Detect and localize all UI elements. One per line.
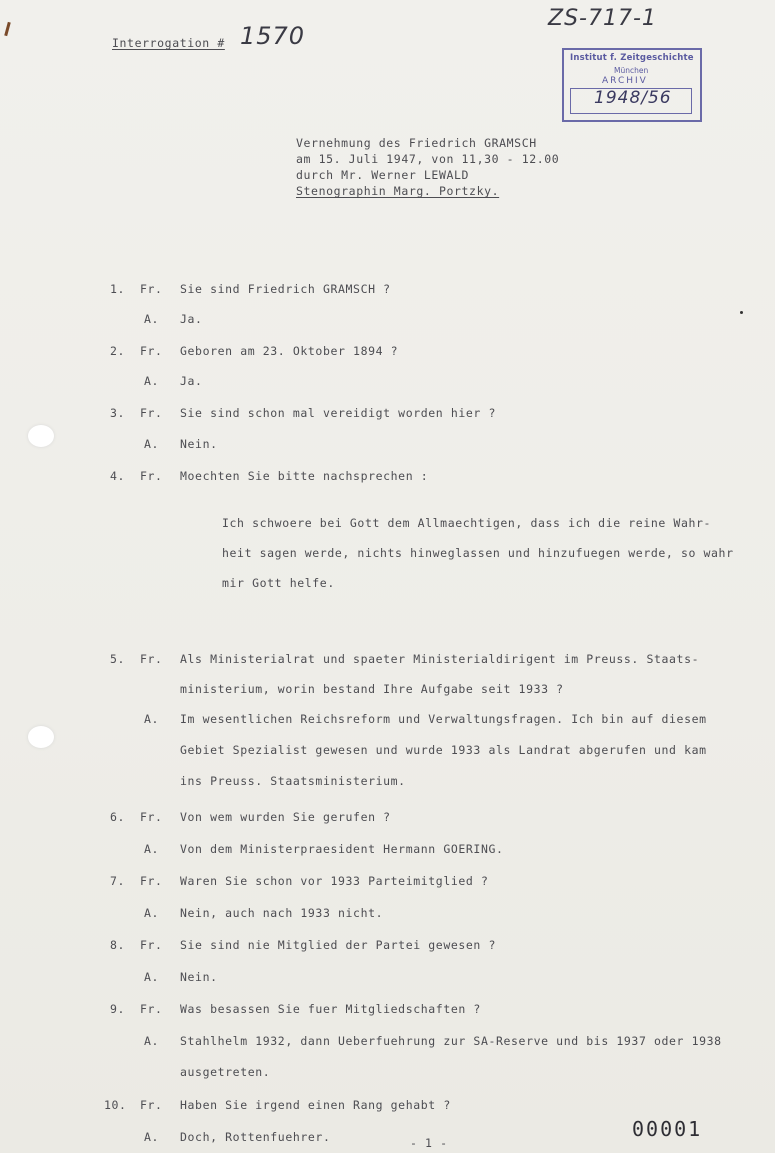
question-number: 3. <box>110 406 126 420</box>
question-text: Sie sind Friedrich GRAMSCH ? <box>180 282 391 296</box>
question-text: Was besassen Sie fuer Mitgliedschaften ? <box>180 1002 481 1016</box>
question-number: 8. <box>110 938 126 952</box>
answer-text: ausgetreten. <box>180 1065 271 1079</box>
question-tag: Fr. <box>140 406 163 420</box>
question-tag: Fr. <box>140 469 163 483</box>
question-tag: Fr. <box>140 1002 163 1016</box>
question-text: Sie sind nie Mitglied der Partei gewesen ? <box>180 938 496 952</box>
answer-text: ins Preuss. Staatsministerium. <box>180 774 406 788</box>
question-tag: Fr. <box>140 874 163 888</box>
question-text: Waren Sie schon vor 1933 Parteimitglied ? <box>180 874 489 888</box>
question-text: ministerium, worin bestand Ihre Aufgabe seit 1933 ? <box>180 682 564 696</box>
question-number: 10. <box>104 1098 127 1112</box>
stamp-archive: ARCHIV <box>602 76 648 86</box>
answer-tag: A. <box>144 842 160 856</box>
interrogation-number: 1570 <box>240 22 306 50</box>
answer-tag: A. <box>144 312 160 326</box>
answer-text: Ja. <box>180 312 203 326</box>
answer-text: Ja. <box>180 374 203 388</box>
oath-text: mir Gott helfe. <box>222 576 335 590</box>
title-line-2: am 15. Juli 1947, von 11,30 - 12.00 <box>296 152 560 166</box>
punch-hole-top <box>28 425 54 447</box>
question-tag: Fr. <box>140 282 163 296</box>
answer-tag: A. <box>144 712 160 726</box>
answer-tag: A. <box>144 970 160 984</box>
question-number: 6. <box>110 810 126 824</box>
answer-text: Nein. <box>180 437 218 451</box>
title-line-3: durch Mr. Werner LEWALD <box>296 168 470 182</box>
corner-mark <box>4 22 11 36</box>
answer-tag: A. <box>144 1130 160 1144</box>
question-number: 4. <box>110 469 126 483</box>
question-text: Von wem wurden Sie gerufen ? <box>180 810 391 824</box>
interrogation-label: Interrogation # <box>112 36 225 50</box>
stamp-institute: Institut f. Zeitgeschichte <box>570 53 694 63</box>
question-number: 5. <box>110 652 126 666</box>
question-text: Moechten Sie bitte nachsprechen : <box>180 469 429 483</box>
punch-hole-bottom <box>28 726 54 748</box>
answer-tag: A. <box>144 374 160 388</box>
speck-mark <box>740 311 743 314</box>
oath-text: heit sagen werde, nichts hinweglassen und hinzufuegen werde, so wahr <box>222 546 734 560</box>
question-text: Haben Sie irgend einen Rang gehabt ? <box>180 1098 451 1112</box>
answer-tag: A. <box>144 1034 160 1048</box>
answer-text: Nein, auch nach 1933 nicht. <box>180 906 384 920</box>
answer-tag: A. <box>144 437 160 451</box>
question-number: 2. <box>110 344 126 358</box>
question-tag: Fr. <box>140 344 163 358</box>
answer-text: Von dem Ministerpraesident Hermann GOERING. <box>180 842 504 856</box>
title-line-4: Stenographin Marg. Portzky. <box>296 184 500 198</box>
oath-text: Ich schwoere bei Gott dem Allmaechtigen, dass ich die reine Wahr- <box>222 516 712 530</box>
question-text: Geboren am 23. Oktober 1894 ? <box>180 344 399 358</box>
answer-text: Gebiet Spezialist gewesen und wurde 1933 als Landrat abgerufen und kam <box>180 743 707 757</box>
answer-text: Stahlhelm 1932, dann Ueberfuehrung zur SA-Reserve und bis 1937 oder 1938 <box>180 1034 722 1048</box>
question-tag: Fr. <box>140 938 163 952</box>
question-number: 7. <box>110 874 126 888</box>
question-text: Als Ministerialrat und spaeter Ministerialdirigent im Preuss. Staats- <box>180 652 700 666</box>
sheet-number: 00001 <box>632 1117 703 1141</box>
stamp-number: 1948/56 <box>594 88 672 108</box>
page-number: - 1 - <box>410 1136 448 1150</box>
question-text: Sie sind schon mal vereidigt worden hier ? <box>180 406 496 420</box>
question-tag: Fr. <box>140 1098 163 1112</box>
title-line-1: Vernehmung des Friedrich GRAMSCH <box>296 136 537 150</box>
question-tag: Fr. <box>140 652 163 666</box>
stamp-city: München <box>614 66 649 75</box>
answer-text: Im wesentlichen Reichsreform und Verwaltungsfragen. Ich bin auf diesem <box>180 712 707 726</box>
answer-text: Nein. <box>180 970 218 984</box>
answer-text: Doch, Rottenfuehrer. <box>180 1130 331 1144</box>
answer-tag: A. <box>144 906 160 920</box>
question-number: 9. <box>110 1002 126 1016</box>
question-number: 1. <box>110 282 126 296</box>
archive-reference: ZS-717-1 <box>548 6 657 31</box>
question-tag: Fr. <box>140 810 163 824</box>
archive-stamp <box>562 48 702 122</box>
